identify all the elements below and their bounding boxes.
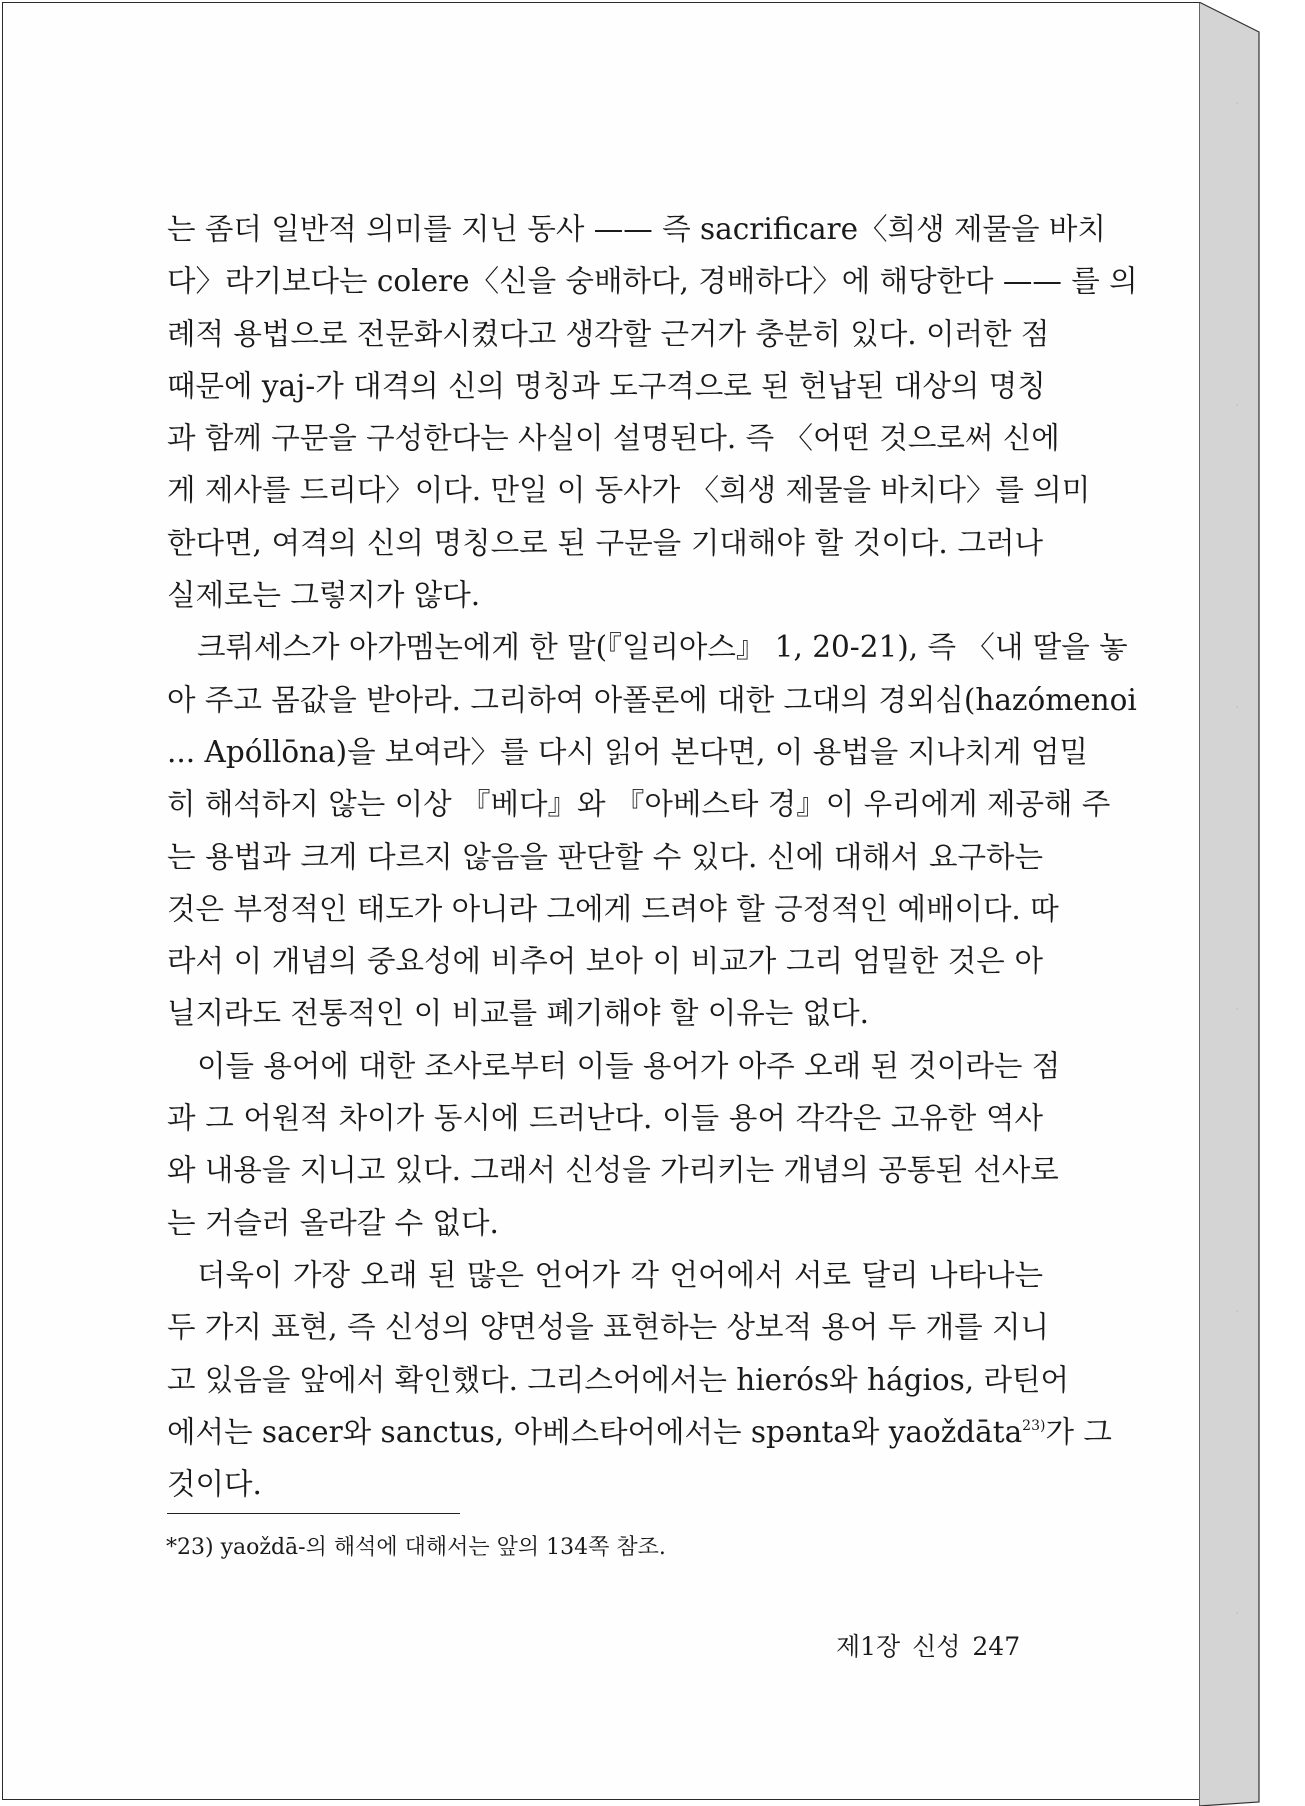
footnote-divider <box>167 1513 460 1514</box>
paragraph-4 <box>167 1249 1112 1510</box>
text-line: 와 내용을 지니고 있다. 그래서 신성을 가리키는 개념의 공통된 선사로 <box>167 1153 1059 1188</box>
text-line: 라서 이 개념의 중요성에 비추어 보아 이 비교가 그리 엄밀한 것은 아 <box>167 944 1043 979</box>
body-text <box>167 203 1138 1510</box>
chapter-title: 제1장 신성 <box>836 1632 961 1661</box>
text-line: 다〉라기보다는 colere〈신을 숭배하다, 경배하다〉에 해당한다 —— 를 의 <box>167 264 1138 299</box>
text-line: 과 그 어원적 차이가 동시에 드러난다. 이들 용어 각각은 고유한 역사 <box>167 1101 1043 1136</box>
footnote: *23) yaoždā-의 해석에 대해서는 앞의 134쪽 참조. <box>166 1535 666 1560</box>
text-line: 닐지라도 전통적인 이 비교를 폐기해야 할 이유는 없다. <box>167 996 869 1031</box>
text-line: 한다면, 여격의 신의 명칭으로 된 구문을 기대해야 할 것이다. 그러나 <box>167 525 1043 560</box>
paragraph-1 <box>167 203 1138 621</box>
text-line: 아 주고 몸값을 받아라. 그리하여 아폴론에 대한 그대의 경외심(hazómenoi <box>167 682 1137 717</box>
page-stack-edge-graphic <box>1199 2 1299 1806</box>
text-line: 과 함께 구문을 구성한다는 사실이 설명된다. 즉 〈어떤 것으로써 신에 <box>167 421 1060 456</box>
text-line: 크뤼세스가 아가멤논에게 한 말(『일리아스』 1, 20-21), 즉 〈내 딸을 놓 <box>197 630 1128 665</box>
text-line: 이들 용어에 대한 조사로부터 이들 용어가 아주 오래 된 것이라는 점 <box>197 1048 1061 1083</box>
page-footer <box>836 1627 1020 1663</box>
text-line: 것은 부정적인 태도가 아니라 그에게 드려야 할 긍정적인 예배이다. 따 <box>167 891 1059 926</box>
text-line: 실제로는 그렇지가 않다. <box>167 578 481 613</box>
text-line: 는 용법과 크게 다르지 않음을 판단할 수 있다. 신에 대해서 요구하는 <box>167 839 1043 874</box>
paragraph-2 <box>167 621 1137 1039</box>
text-line: 것이다. <box>167 1467 262 1502</box>
text-line: 는 거슬러 올라갈 수 없다. <box>167 1205 499 1240</box>
text-line: 더욱이 가장 오래 된 많은 언어가 각 언어에서 서로 달리 나타나는 <box>197 1257 1043 1292</box>
paragraph-3 <box>167 1040 1061 1249</box>
page-number: 247 <box>972 1632 1021 1661</box>
footnote-reference[interactable]: 23) <box>1022 1417 1046 1434</box>
text-line: 두 가지 표현, 즉 신성의 양면성을 표현하는 상보적 용어 두 개를 지니 <box>167 1310 1049 1345</box>
text-line: 게 제사를 드리다〉이다. 만일 이 동사가 〈희생 제물을 바치다〉를 의미 <box>167 473 1091 508</box>
text-line-with-footnote-ref <box>167 1406 1112 1458</box>
text-line: 례적 용법으로 전문화시켰다고 생각할 근거가 충분히 있다. 이러한 점 <box>167 316 1050 351</box>
text-line: 히 해석하지 않는 이상 『베다』와 『아베스타 경』이 우리에게 제공해 주 <box>167 787 1111 822</box>
text-line: 는 좀더 일반적 의미를 지닌 동사 —— 즉 sacrificare〈희생 제물을 바치 <box>167 212 1106 246</box>
text-segment: 가 그 <box>1045 1414 1112 1449</box>
text-line: ... Apóllōna)을 보여라〉를 다시 읽어 본다면, 이 용법을 지나치게 엄밀 <box>167 734 1089 769</box>
text-segment: 에서는 sacer와 sanctus, 아베스타어에서는 spənta와 yaoždāta <box>167 1414 1023 1449</box>
text-line: 고 있음을 앞에서 확인했다. 그리스어에서는 hierós와 hágios, 라틴어 <box>167 1362 1070 1397</box>
text-line: 때문에 yaj-가 대격의 신의 명칭과 도구격으로 된 헌납된 대상의 명칭 <box>167 368 1046 403</box>
